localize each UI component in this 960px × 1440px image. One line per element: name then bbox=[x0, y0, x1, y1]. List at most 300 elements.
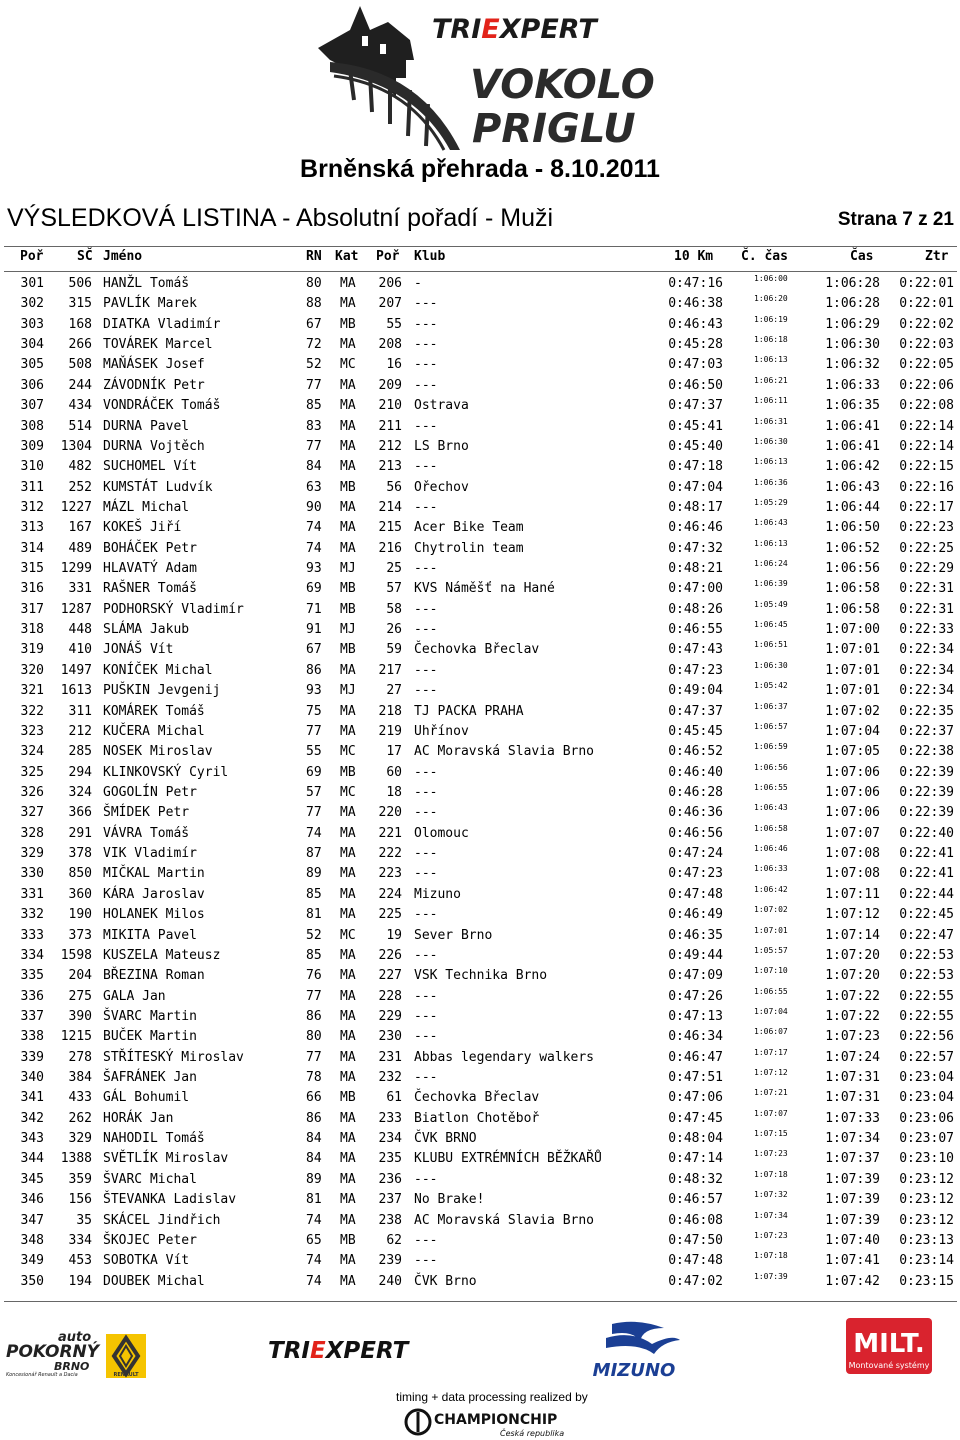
cell-por-kat: 235 bbox=[378, 1151, 402, 1167]
cell-10km: 0:46:50 bbox=[668, 377, 723, 393]
cell-10km: 0:47:23 bbox=[668, 662, 723, 678]
cell-ztr: 0:22:38 bbox=[899, 744, 954, 760]
cell-rn: 86 bbox=[306, 1008, 322, 1024]
cell-10km: 0:47:43 bbox=[668, 642, 723, 658]
cell-rn: 84 bbox=[306, 1131, 322, 1147]
cell-cas: 1:07:37 bbox=[825, 1151, 880, 1167]
cell-ztr: 0:23:12 bbox=[899, 1192, 954, 1208]
cell-cip-cas: 1:06:45 bbox=[754, 620, 788, 630]
cell-cas: 1:07:06 bbox=[825, 785, 880, 800]
cell-jmeno: RAŠNER Tomáš bbox=[103, 581, 197, 597]
cell-sc: 167 bbox=[68, 520, 92, 536]
cell-por: 343 bbox=[20, 1131, 44, 1147]
cell-10km: 0:47:37 bbox=[668, 703, 723, 719]
cell-kat: MA bbox=[340, 866, 356, 882]
cell-10km: 0:47:51 bbox=[668, 1070, 723, 1086]
cell-cip-cas: 1:06:18 bbox=[754, 335, 788, 345]
cell-10km: 0:47:04 bbox=[668, 479, 723, 495]
cell-ztr: 0:22:34 bbox=[899, 662, 954, 678]
cell-jmeno: MIKITA Pavel bbox=[103, 927, 197, 943]
cell-ztr: 0:22:05 bbox=[899, 357, 954, 373]
cell-kat: MB bbox=[340, 601, 356, 617]
table-row bbox=[0, 987, 960, 1007]
table-row bbox=[0, 885, 960, 905]
cell-sc: 266 bbox=[68, 337, 92, 353]
cell-cas: 1:07:39 bbox=[825, 1212, 880, 1228]
cell-cas: 1:06:30 bbox=[825, 337, 880, 353]
cell-cas: 1:07:22 bbox=[825, 1008, 880, 1024]
cell-jmeno: KOKEŠ Jiří bbox=[103, 520, 182, 536]
cell-cas: 1:07:40 bbox=[825, 1232, 880, 1248]
cell-rn: 77 bbox=[306, 988, 322, 1004]
cell-klub: --- bbox=[414, 1008, 438, 1024]
sponsor-auto-line2: POKORNÝ bbox=[6, 1342, 100, 1362]
cell-por: 332 bbox=[20, 907, 44, 923]
cell-jmeno: PAVLÍK Marek bbox=[103, 296, 197, 312]
cell-sc: 252 bbox=[68, 479, 92, 495]
cell-por: 345 bbox=[20, 1171, 44, 1187]
table-row bbox=[0, 1007, 960, 1027]
cell-rn: 77 bbox=[306, 805, 322, 821]
cell-kat: MA bbox=[340, 520, 356, 536]
cell-cip-cas: 1:05:42 bbox=[754, 681, 788, 691]
cell-kat: MA bbox=[340, 805, 356, 821]
sponsor-milt-sub: Montované systémy bbox=[848, 1361, 930, 1370]
cell-por-kat: 217 bbox=[378, 662, 402, 678]
cell-kat: MB bbox=[340, 642, 356, 658]
cell-sc: 1227 bbox=[60, 499, 92, 515]
cell-por-kat: 60 bbox=[386, 764, 402, 780]
triexpert-wordmark: TRIEXPERT bbox=[432, 14, 597, 45]
cell-cas: 1:06:41 bbox=[825, 418, 880, 434]
cell-ztr: 0:22:37 bbox=[899, 723, 954, 739]
cell-ztr: 0:23:10 bbox=[899, 1151, 954, 1167]
cell-kat: MB bbox=[340, 1232, 356, 1248]
cell-jmeno: SKÁCEL Jindřich bbox=[103, 1212, 221, 1228]
cell-ztr: 0:22:08 bbox=[899, 398, 954, 414]
cell-jmeno: KUSZELA Mateusz bbox=[103, 947, 221, 963]
cell-por-kat: 25 bbox=[386, 561, 402, 577]
cell-rn: 69 bbox=[306, 581, 322, 597]
cell-por-kat: 236 bbox=[378, 1171, 402, 1187]
cell-por-kat: 208 bbox=[378, 337, 402, 353]
cell-ztr: 0:22:23 bbox=[899, 520, 954, 536]
cell-ztr: 0:22:31 bbox=[899, 581, 954, 597]
cell-ztr: 0:22:25 bbox=[899, 540, 954, 556]
cell-cip-cas: 1:06:37 bbox=[754, 701, 788, 711]
cell-por: 328 bbox=[20, 825, 44, 841]
cell-por: 313 bbox=[20, 520, 44, 536]
cell-ztr: 0:23:07 bbox=[899, 1131, 954, 1147]
cell-rn: 87 bbox=[306, 846, 322, 862]
cell-10km: 0:46:56 bbox=[668, 825, 723, 841]
cell-jmeno: ŠMÍDEK Petr bbox=[103, 805, 190, 821]
cell-ztr: 0:22:55 bbox=[899, 1008, 954, 1024]
table-row bbox=[0, 518, 960, 538]
table-row bbox=[0, 742, 960, 762]
cell-cip-cas: 1:06:43 bbox=[754, 518, 788, 528]
cell-cip-cas: 1:06:31 bbox=[754, 416, 788, 426]
cell-rn: 69 bbox=[306, 764, 322, 780]
cell-kat: MA bbox=[340, 398, 356, 414]
table-row bbox=[0, 803, 960, 823]
cell-por: 306 bbox=[20, 377, 44, 393]
cell-rn: 78 bbox=[306, 1070, 322, 1086]
cell-jmeno: SVĚTLÍK Miroslav bbox=[103, 1151, 229, 1167]
table-row bbox=[0, 926, 960, 946]
cell-klub: --- bbox=[414, 561, 438, 577]
table-row bbox=[0, 1190, 960, 1210]
table-row bbox=[0, 579, 960, 599]
cell-cas: 1:06:43 bbox=[825, 479, 880, 495]
cell-cip-cas: 1:06:24 bbox=[754, 559, 788, 569]
cell-klub: TJ PACKA PRAHA bbox=[414, 703, 524, 719]
cell-por: 322 bbox=[20, 703, 44, 719]
cell-sc: 311 bbox=[68, 703, 92, 719]
cell-klub: --- bbox=[414, 418, 438, 434]
cell-por-kat: 55 bbox=[386, 316, 402, 332]
sponsor-auto-line1: auto bbox=[58, 1330, 92, 1345]
table-row bbox=[0, 457, 960, 477]
cell-ztr: 0:22:31 bbox=[899, 601, 954, 617]
cell-por: 335 bbox=[20, 968, 44, 984]
cell-por-kat: 238 bbox=[378, 1212, 402, 1228]
cell-klub: --- bbox=[414, 988, 438, 1004]
table-row bbox=[0, 498, 960, 518]
cell-sc: 315 bbox=[68, 296, 92, 312]
cell-10km: 0:48:26 bbox=[668, 601, 723, 617]
cell-por-kat: 19 bbox=[386, 927, 402, 943]
sponsor-auto-line3: BRNO bbox=[54, 1360, 90, 1373]
cell-por: 302 bbox=[20, 296, 44, 312]
cell-cas: 1:07:06 bbox=[825, 805, 880, 821]
col-header-ztr: Ztr bbox=[925, 249, 949, 264]
cell-cip-cas: 1:07:34 bbox=[754, 1210, 788, 1220]
cell-sc: 1598 bbox=[60, 947, 92, 963]
cell-10km: 0:49:44 bbox=[668, 947, 723, 963]
table-row bbox=[0, 1272, 960, 1292]
cell-por-kat: 18 bbox=[386, 785, 402, 800]
cell-por-kat: 233 bbox=[378, 1110, 402, 1126]
cell-klub: Chytrolin team bbox=[414, 540, 524, 556]
cell-10km: 0:46:38 bbox=[668, 296, 723, 312]
cell-klub: Ostrava bbox=[414, 398, 469, 414]
cell-rn: 74 bbox=[306, 1212, 322, 1228]
cell-cip-cas: 1:06:43 bbox=[754, 803, 788, 813]
cell-kat: MC bbox=[340, 927, 356, 943]
table-row bbox=[0, 1109, 960, 1129]
cell-kat: MA bbox=[340, 1192, 356, 1208]
cell-sc: 168 bbox=[68, 316, 92, 332]
cell-klub: --- bbox=[414, 947, 438, 963]
cell-sc: 1388 bbox=[60, 1151, 92, 1167]
cell-kat: MA bbox=[340, 703, 356, 719]
cell-jmeno: SOBOTKA Vít bbox=[103, 1253, 190, 1269]
cell-10km: 0:48:17 bbox=[668, 499, 723, 515]
cell-kat: MA bbox=[340, 825, 356, 841]
table-row bbox=[0, 1231, 960, 1251]
cell-rn: 77 bbox=[306, 723, 322, 739]
sponsor-renault: RENAULT bbox=[113, 1372, 139, 1378]
cell-jmeno: KÁRA Jaroslav bbox=[103, 886, 205, 902]
cell-cas: 1:06:29 bbox=[825, 316, 880, 332]
cell-klub: --- bbox=[414, 357, 438, 373]
cell-rn: 74 bbox=[306, 1273, 322, 1289]
cell-10km: 0:46:34 bbox=[668, 1029, 723, 1045]
cell-10km: 0:46:36 bbox=[668, 805, 723, 821]
cell-por: 350 bbox=[20, 1273, 44, 1289]
cell-cas: 1:07:31 bbox=[825, 1070, 880, 1086]
cell-cas: 1:07:39 bbox=[825, 1192, 880, 1208]
cell-ztr: 0:23:04 bbox=[899, 1090, 954, 1106]
cell-por: 317 bbox=[20, 601, 44, 617]
sponsor-championchip-sub: Česká republika bbox=[500, 1429, 564, 1438]
cell-rn: 72 bbox=[306, 337, 322, 353]
cell-por-kat: 62 bbox=[386, 1232, 402, 1248]
cell-rn: 81 bbox=[306, 1192, 322, 1208]
table-row bbox=[0, 966, 960, 986]
cell-por: 329 bbox=[20, 846, 44, 862]
cell-por: 348 bbox=[20, 1232, 44, 1248]
cell-cip-cas: 1:06:58 bbox=[754, 823, 788, 833]
cell-klub: Uhřínov bbox=[414, 723, 469, 739]
cell-rn: 77 bbox=[306, 1049, 322, 1065]
cell-sc: 1613 bbox=[60, 683, 92, 699]
cell-cas: 1:06:33 bbox=[825, 377, 880, 393]
cell-por-kat: 58 bbox=[386, 601, 402, 617]
cell-10km: 0:45:28 bbox=[668, 337, 723, 353]
cell-jmeno: NOSEK Miroslav bbox=[103, 744, 213, 760]
cell-kat: MB bbox=[340, 764, 356, 780]
cell-sc: 1215 bbox=[60, 1029, 92, 1045]
cell-cas: 1:06:35 bbox=[825, 398, 880, 414]
cell-por: 342 bbox=[20, 1110, 44, 1126]
cell-por-kat: 237 bbox=[378, 1192, 402, 1208]
cell-cip-cas: 1:06:36 bbox=[754, 477, 788, 487]
cell-kat: MC bbox=[340, 357, 356, 373]
cell-cas: 1:07:33 bbox=[825, 1110, 880, 1126]
cell-cip-cas: 1:06:51 bbox=[754, 640, 788, 650]
cell-klub: Mizuno bbox=[414, 886, 461, 902]
cell-por: 337 bbox=[20, 1008, 44, 1024]
cell-klub: Ořechov bbox=[414, 479, 469, 495]
cell-jmeno: SUCHOMEL Vít bbox=[103, 459, 197, 475]
cell-por: 310 bbox=[20, 459, 44, 475]
triexpert-sponsor-logo: TRIEXPERT bbox=[268, 1338, 409, 1364]
cell-por: 305 bbox=[20, 357, 44, 373]
cell-kat: MA bbox=[340, 296, 356, 312]
cell-cip-cas: 1:06:33 bbox=[754, 864, 788, 874]
cell-rn: 84 bbox=[306, 459, 322, 475]
cell-sc: 489 bbox=[68, 540, 92, 556]
cell-cip-cas: 1:05:29 bbox=[754, 497, 788, 507]
cell-ztr: 0:22:03 bbox=[899, 337, 954, 353]
cell-ztr: 0:23:15 bbox=[899, 1273, 954, 1289]
cell-kat: MA bbox=[340, 846, 356, 862]
cell-sc: 373 bbox=[68, 927, 92, 943]
cell-klub: --- bbox=[414, 499, 438, 515]
cell-rn: 80 bbox=[306, 276, 322, 291]
cell-sc: 482 bbox=[68, 459, 92, 475]
cell-cas: 1:06:58 bbox=[825, 581, 880, 597]
cell-klub: AC Moravská Slavia Brno bbox=[414, 744, 595, 760]
cell-jmeno: GALA Jan bbox=[103, 988, 166, 1004]
cell-10km: 0:49:04 bbox=[668, 683, 723, 699]
cell-rn: 71 bbox=[306, 601, 322, 617]
cell-por-kat: 224 bbox=[378, 886, 402, 902]
cell-ztr: 0:22:29 bbox=[899, 561, 954, 577]
cell-10km: 0:48:04 bbox=[668, 1131, 723, 1147]
cell-jmeno: MÁZL Michal bbox=[103, 499, 190, 515]
milt-logo bbox=[846, 1318, 932, 1374]
col-header-klub: Klub bbox=[414, 249, 446, 264]
table-row bbox=[0, 417, 960, 437]
table-row bbox=[0, 1068, 960, 1088]
table-row bbox=[0, 1149, 960, 1169]
table-row bbox=[0, 1211, 960, 1231]
cell-por-kat: 16 bbox=[386, 357, 402, 373]
cell-rn: 85 bbox=[306, 886, 322, 902]
divider bbox=[4, 246, 957, 247]
cell-por-kat: 26 bbox=[386, 622, 402, 638]
cell-ztr: 0:23:06 bbox=[899, 1110, 954, 1126]
table-row bbox=[0, 600, 960, 620]
col-header-cip-cas: Č. čas bbox=[741, 249, 788, 264]
cell-10km: 0:47:50 bbox=[668, 1232, 723, 1248]
cell-por-kat: 17 bbox=[386, 744, 402, 760]
cell-kat: MA bbox=[340, 1049, 356, 1065]
cell-rn: 74 bbox=[306, 825, 322, 841]
cell-ztr: 0:22:39 bbox=[899, 805, 954, 821]
cell-por-kat: 61 bbox=[386, 1090, 402, 1106]
cell-10km: 0:47:24 bbox=[668, 846, 723, 862]
cell-sc: 1304 bbox=[60, 438, 92, 454]
cell-ztr: 0:22:44 bbox=[899, 886, 954, 902]
cell-cip-cas: 1:06:57 bbox=[754, 721, 788, 731]
cell-ztr: 0:22:02 bbox=[899, 316, 954, 332]
cell-por: 347 bbox=[20, 1212, 44, 1228]
cell-rn: 74 bbox=[306, 1253, 322, 1269]
cell-klub: Abbas legendary walkers bbox=[414, 1049, 595, 1065]
cell-10km: 0:46:57 bbox=[668, 1192, 723, 1208]
cell-klub: LS Brno bbox=[414, 438, 469, 454]
cell-por: 327 bbox=[20, 805, 44, 821]
cell-por-kat: 209 bbox=[378, 377, 402, 393]
table-row bbox=[0, 539, 960, 559]
cell-jmeno: ŠVARC Michal bbox=[103, 1171, 197, 1187]
cell-cas: 1:07:20 bbox=[825, 947, 880, 963]
table-row bbox=[0, 559, 960, 579]
col-header-jmeno: Jméno bbox=[103, 249, 143, 264]
cell-por-kat: 223 bbox=[378, 866, 402, 882]
timing-note: timing + data processing realized by bbox=[396, 1390, 588, 1404]
cell-10km: 0:45:41 bbox=[668, 418, 723, 434]
table-row bbox=[0, 1048, 960, 1068]
cell-rn: 63 bbox=[306, 479, 322, 495]
cell-cas: 1:07:14 bbox=[825, 927, 880, 943]
cell-rn: 90 bbox=[306, 499, 322, 515]
cell-rn: 52 bbox=[306, 357, 322, 373]
cell-cip-cas: 1:05:57 bbox=[754, 945, 788, 955]
cell-kat: MA bbox=[340, 1131, 356, 1147]
cell-por-kat: 231 bbox=[378, 1049, 402, 1065]
cell-por: 309 bbox=[20, 438, 44, 454]
cell-jmeno: NAHODIL Tomáš bbox=[103, 1131, 205, 1147]
cell-por-kat: 225 bbox=[378, 907, 402, 923]
cell-sc: 275 bbox=[68, 988, 92, 1004]
divider bbox=[4, 1301, 957, 1302]
cell-kat: MA bbox=[340, 377, 356, 393]
cell-por-kat: 220 bbox=[378, 805, 402, 821]
table-row bbox=[0, 661, 960, 681]
table-row bbox=[0, 1170, 960, 1190]
cell-ztr: 0:22:01 bbox=[899, 276, 954, 291]
cell-cas: 1:07:31 bbox=[825, 1090, 880, 1106]
cell-ztr: 0:22:39 bbox=[899, 764, 954, 780]
cell-por-kat: 239 bbox=[378, 1253, 402, 1269]
cell-jmeno: PUŠKIN Jevgenij bbox=[103, 683, 221, 699]
cell-klub: Biatlon Chotěboř bbox=[414, 1110, 540, 1126]
cell-rn: 74 bbox=[306, 540, 322, 556]
cell-ztr: 0:22:34 bbox=[899, 683, 954, 699]
cell-rn: 77 bbox=[306, 438, 322, 454]
cell-jmeno: KLINKOVSKÝ Cyril bbox=[103, 764, 229, 780]
cell-kat: MC bbox=[340, 744, 356, 760]
cell-por: 325 bbox=[20, 764, 44, 780]
cell-kat: MA bbox=[340, 1008, 356, 1024]
cell-rn: 83 bbox=[306, 418, 322, 434]
cell-klub: --- bbox=[414, 785, 438, 800]
cell-10km: 0:47:09 bbox=[668, 968, 723, 984]
cell-cas: 1:07:01 bbox=[825, 642, 880, 658]
cell-kat: MA bbox=[340, 1273, 356, 1289]
cell-cip-cas: 1:07:39 bbox=[754, 1271, 788, 1281]
cell-jmeno: DOUBEK Michal bbox=[103, 1273, 205, 1289]
cell-por-kat: 215 bbox=[378, 520, 402, 536]
cell-sc: 410 bbox=[68, 642, 92, 658]
cell-ztr: 0:22:33 bbox=[899, 622, 954, 638]
cell-por-kat: 218 bbox=[378, 703, 402, 719]
cell-klub: --- bbox=[414, 866, 438, 882]
cell-cip-cas: 1:07:04 bbox=[754, 1006, 788, 1016]
cell-cas: 1:07:08 bbox=[825, 866, 880, 882]
cell-por: 346 bbox=[20, 1192, 44, 1208]
cell-klub: --- bbox=[414, 805, 438, 821]
cell-por-kat: 228 bbox=[378, 988, 402, 1004]
cell-cas: 1:07:24 bbox=[825, 1049, 880, 1065]
cell-cip-cas: 1:07:07 bbox=[754, 1108, 788, 1118]
cell-cip-cas: 1:06:30 bbox=[754, 436, 788, 446]
cell-jmeno: ŠTEVANKA Ladislav bbox=[103, 1192, 237, 1208]
cell-cip-cas: 1:07:10 bbox=[754, 966, 788, 976]
cell-10km: 0:47:48 bbox=[668, 1253, 723, 1269]
cell-por: 340 bbox=[20, 1070, 44, 1086]
cell-jmeno: HORÁK Jan bbox=[103, 1110, 174, 1126]
cell-jmeno: VONDRÁČEK Tomáš bbox=[103, 398, 221, 414]
cell-klub: --- bbox=[414, 683, 438, 699]
cell-cas: 1:07:01 bbox=[825, 662, 880, 678]
cell-cas: 1:06:28 bbox=[825, 296, 880, 312]
cell-por-kat: 216 bbox=[378, 540, 402, 556]
cell-cip-cas: 1:06:00 bbox=[754, 274, 788, 283]
cell-por-kat: 232 bbox=[378, 1070, 402, 1086]
cell-rn: 89 bbox=[306, 1171, 322, 1187]
cell-cip-cas: 1:07:23 bbox=[754, 1230, 788, 1240]
cell-cip-cas: 1:06:21 bbox=[754, 375, 788, 385]
table-row bbox=[0, 620, 960, 640]
cell-sc: 262 bbox=[68, 1110, 92, 1126]
cell-klub: ČVK Brno bbox=[414, 1273, 477, 1289]
